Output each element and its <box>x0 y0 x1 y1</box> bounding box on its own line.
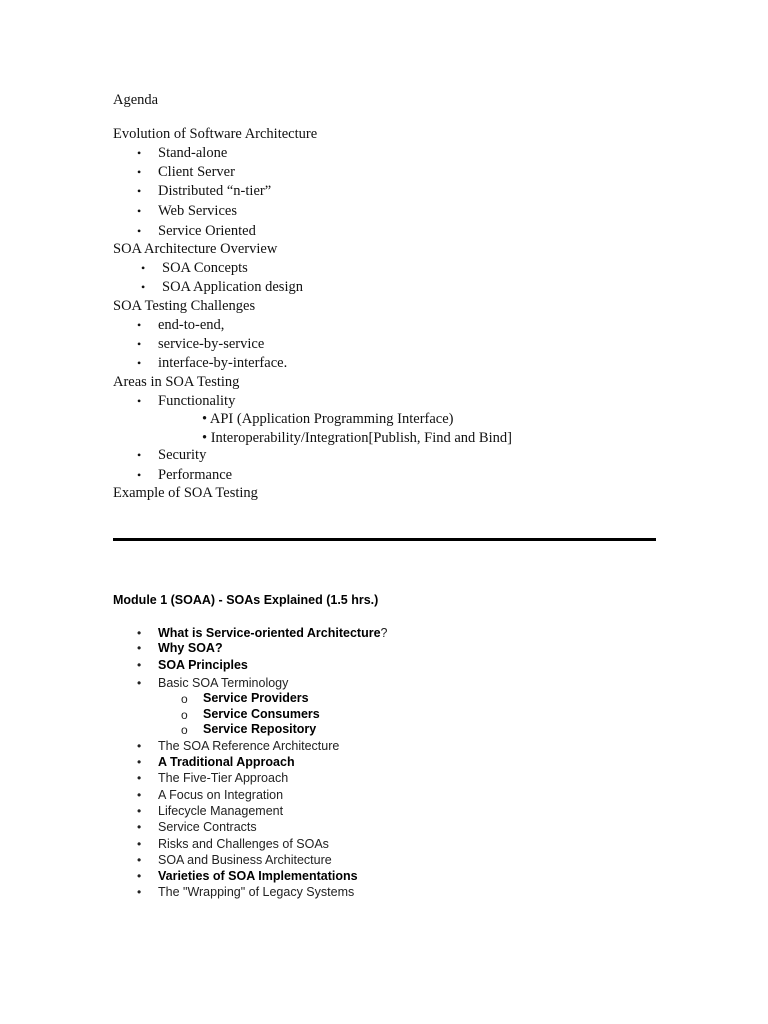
list-item: Stand-alone <box>158 145 228 161</box>
bullet-icon: • <box>137 676 142 690</box>
bullet-icon: • <box>137 184 142 198</box>
bullet-icon: • <box>137 448 142 462</box>
list-item: service-by-service <box>158 336 265 352</box>
bullet-icon: • <box>137 337 142 351</box>
list-item: Web Services <box>158 203 237 219</box>
bullet-icon: • <box>137 869 142 883</box>
list-item: Service Contracts <box>158 820 257 834</box>
sub-bullet-icon: o <box>181 692 188 706</box>
list-item: A Traditional Approach <box>158 755 295 769</box>
list-item: The "Wrapping" of Legacy Systems <box>158 885 355 899</box>
bullet-icon: • <box>137 771 142 785</box>
bullet-icon: • <box>141 280 146 294</box>
list-item: interface-by-interface. <box>158 355 288 371</box>
bullet-icon: • <box>137 356 142 370</box>
bullet-icon: • <box>137 165 142 179</box>
bullet-icon: • <box>137 853 142 867</box>
sub-list-item: Service Repository <box>203 722 317 736</box>
list-item: SOA and Business Architecture <box>158 853 332 867</box>
bullet-icon: • <box>141 261 146 275</box>
bullet-icon: • <box>137 318 142 332</box>
list-item: Why SOA? <box>158 641 223 655</box>
bullet-icon: • <box>137 204 142 218</box>
bullet-icon: • <box>137 658 142 672</box>
bullet-icon: • <box>137 820 142 834</box>
bullet-icon: • <box>137 837 142 851</box>
bullet-icon: • <box>137 739 142 753</box>
section-heading: Evolution of Software Architecture <box>113 126 318 142</box>
list-item-suffix: ? <box>380 626 388 640</box>
sub-list-item: • Interoperability/Integration[Publish, Find and Bind] <box>202 430 512 446</box>
list-item: Service Oriented <box>158 223 256 239</box>
bullet-icon: • <box>137 885 142 899</box>
section-heading: SOA Architecture Overview <box>113 241 278 257</box>
list-item: Functionality <box>158 393 236 409</box>
list-item: The SOA Reference Architecture <box>158 739 340 753</box>
bullet-icon: • <box>137 755 142 769</box>
bullet-icon: • <box>137 224 142 238</box>
list-item: Lifecycle Management <box>158 804 284 818</box>
section-heading: Areas in SOA Testing <box>113 374 240 390</box>
module-title: Module 1 (SOAA) - SOAs Explained (1.5 hrs.) <box>113 593 379 607</box>
bullet-icon: • <box>137 788 142 802</box>
list-item: Client Server <box>158 164 235 180</box>
list-item: A Focus on Integration <box>158 788 284 802</box>
sub-list-item: Service Providers <box>203 691 309 705</box>
list-item: Basic SOA Terminology <box>158 676 289 690</box>
list-item <box>158 627 387 640</box>
agenda-title: Agenda <box>113 92 159 108</box>
bullet-icon: • <box>137 468 142 482</box>
sub-bullet-icon: o <box>181 708 188 722</box>
list-item: Distributed “n-tier” <box>158 183 272 199</box>
bullet-icon: • <box>137 641 142 655</box>
sub-list-item: • API (Application Programming Interface) <box>202 411 454 427</box>
bullet-icon: • <box>137 394 142 408</box>
list-item: SOA Principles <box>158 658 248 672</box>
list-item: SOA Concepts <box>162 260 248 276</box>
horizontal-divider <box>113 538 656 541</box>
bullet-icon: • <box>137 804 142 818</box>
list-item: end-to-end, <box>158 317 225 333</box>
list-item: Risks and Challenges of SOAs <box>158 837 329 851</box>
bullet-icon: • <box>137 146 142 160</box>
list-item: Performance <box>158 467 233 483</box>
list-item: Varieties of SOA Implementations <box>158 869 358 883</box>
sub-list-item: Service Consumers <box>203 707 320 721</box>
list-item: The Five-Tier Approach <box>158 771 289 785</box>
section-heading: Example of SOA Testing <box>113 485 258 501</box>
sub-bullet-icon: o <box>181 723 188 737</box>
list-item: Security <box>158 447 207 463</box>
list-item-bold: What is Service-oriented Architecture <box>158 626 381 640</box>
bullet-icon: • <box>137 626 142 640</box>
list-item: SOA Application design <box>162 279 303 295</box>
section-heading: SOA Testing Challenges <box>113 298 256 314</box>
